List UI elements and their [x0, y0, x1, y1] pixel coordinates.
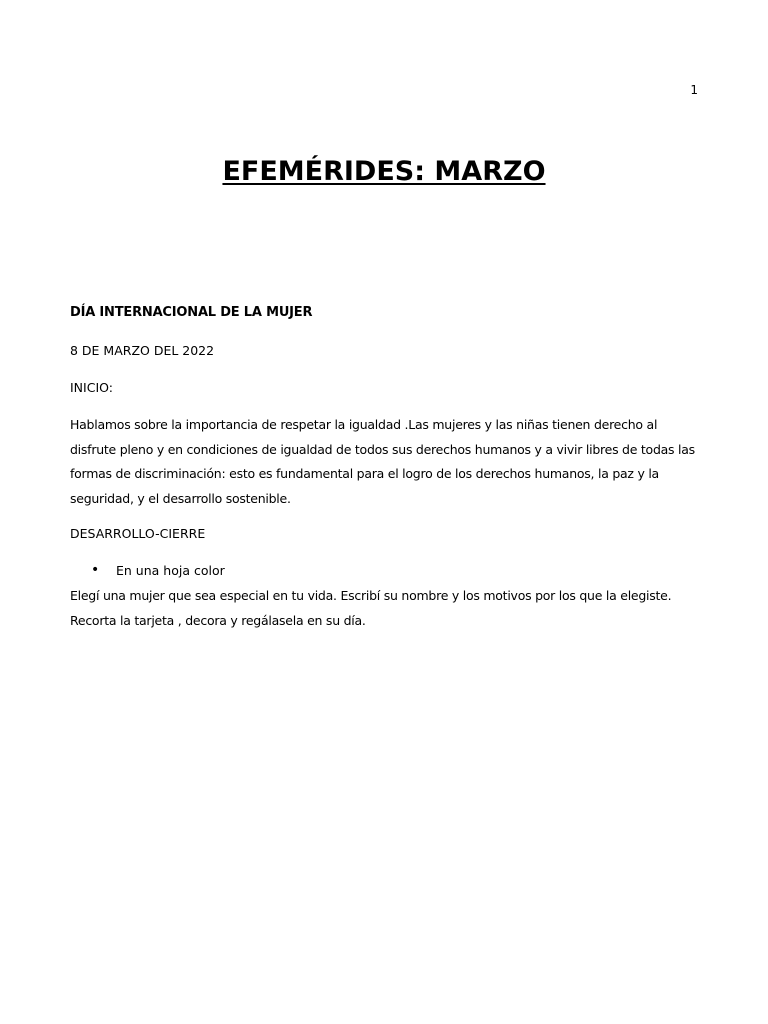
document-title: EFEMÉRIDES: MARZO [222, 156, 546, 187]
inicio-paragraph: Hablamos sobre la importancia de respetar la igualdad .Las mujeres y las niñas tienen derecho al disfrute pleno y en condiciones de igualdad de todos sus derechos humanos y a vivir libres de todas las formas de discriminación: esto es fundamental para el logro de los derechos humanos, la paz y la seguridad, y el desarrollo sostenible. [70, 417, 695, 506]
section-heading: DÍA INTERNACIONAL DE LA MUJER [70, 305, 313, 320]
desarrollo-cierre-label: DESARROLLO-CIERRE [70, 526, 206, 541]
bullet-text: En una hoja color [116, 563, 225, 578]
page-number: 1 [690, 83, 698, 97]
bullet-icon: • [91, 562, 100, 578]
event-date: 8 DE MARZO DEL 2022 [70, 343, 215, 358]
desarrollo-paragraph: Elegí una mujer que sea especial en tu vida. Escribí su nombre y los motivos por los que la elegiste. Recorta la tarjeta , decora y regálasela en su día. [70, 588, 672, 628]
inicio-label: INICIO: [70, 380, 113, 395]
